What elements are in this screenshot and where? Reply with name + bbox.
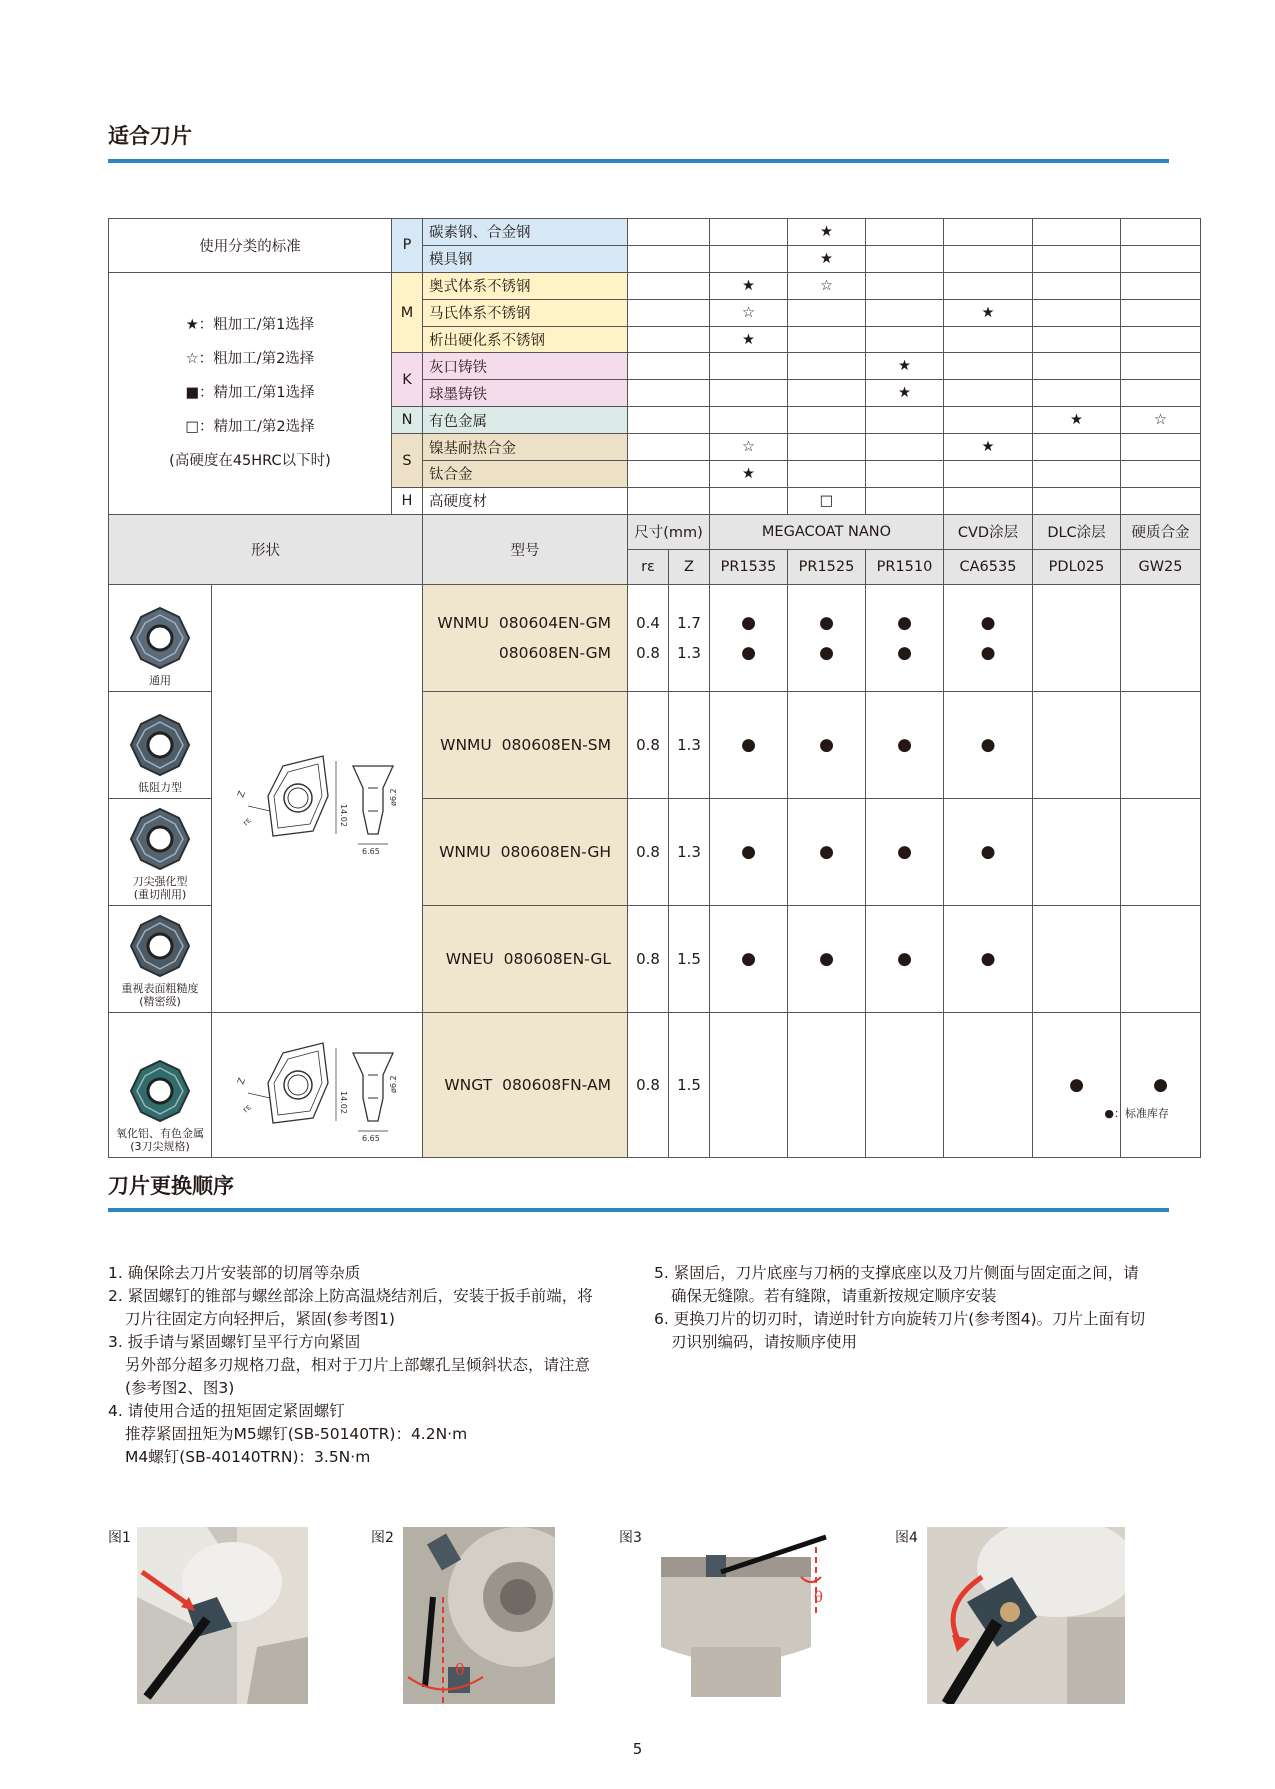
grade-ca6535: CA6535 xyxy=(944,549,1033,584)
stock-dot xyxy=(1121,837,1200,867)
stock-cell xyxy=(1033,691,1121,798)
model-line xyxy=(423,730,611,760)
recommendation-mark: ★ xyxy=(788,245,866,272)
recommendation-mark xyxy=(866,299,944,326)
model-line xyxy=(423,1070,611,1100)
dim-thickness: 6.65 xyxy=(362,847,380,857)
stock-cell xyxy=(710,905,788,1012)
material-name: 有色金属 xyxy=(423,407,628,434)
figure-1-photo xyxy=(137,1527,308,1704)
stock-cell xyxy=(866,1012,944,1157)
figure-2-photo xyxy=(403,1527,555,1704)
stock-cell xyxy=(710,1012,788,1157)
stock-cell xyxy=(1121,1012,1201,1157)
material-name: 灰口铸铁 xyxy=(423,353,628,380)
model-line xyxy=(423,638,611,668)
empty-cell xyxy=(628,487,710,514)
recommendation-mark: ★ xyxy=(944,434,1033,461)
figure-4-photo xyxy=(927,1527,1125,1704)
insert-drawing-cell xyxy=(212,584,423,1012)
recommendation-mark xyxy=(710,407,788,434)
stock-dot: ● xyxy=(980,841,996,862)
z-cell xyxy=(669,905,710,1012)
model-code: 080608EN-GL xyxy=(503,949,611,968)
section-title-replacement: 刀片更换顺序 xyxy=(108,1174,234,1198)
grade-pdl025: PDL025 xyxy=(1033,549,1121,584)
recommendation-mark xyxy=(866,219,944,246)
recommendation-mark xyxy=(788,353,866,380)
stock-dot: ● xyxy=(897,612,912,633)
figure-label: 图2 xyxy=(371,1530,394,1546)
stock-dot: ● xyxy=(819,612,834,633)
recommendation-mark xyxy=(788,407,866,434)
insert-caption: 通用 xyxy=(149,673,171,687)
model-line xyxy=(423,837,611,867)
empty-cell xyxy=(628,245,710,272)
z-value: 1.3 xyxy=(677,643,701,662)
step-text: 刃识别编码，请按顺序使用 xyxy=(671,1333,858,1351)
recommendation-mark xyxy=(1033,299,1121,326)
material-name: 马氏体系不锈钢 xyxy=(423,299,628,326)
stock-dot: ● xyxy=(819,642,834,663)
recommendation-mark: ★ xyxy=(944,299,1033,326)
insert-caption: 重视表面粗糙度 (精密级) xyxy=(121,981,199,1008)
header-re: rε xyxy=(628,549,669,584)
dim-width: 14.02 xyxy=(339,804,348,828)
recommendation-mark: ★ xyxy=(866,380,944,407)
stock-dot: ● xyxy=(1153,1074,1168,1095)
stock-dot xyxy=(1121,944,1200,974)
model-code: 080608FN-AM xyxy=(502,1075,611,1094)
model-code: 080608EN-GH xyxy=(500,842,611,861)
recommendation-mark xyxy=(866,326,944,353)
dim-z: Z xyxy=(236,790,248,800)
recommendation-mark: ☆ xyxy=(710,299,788,326)
stock-dot: ● xyxy=(1069,1074,1084,1095)
step-text: 刀片往固定方向轻押后，紧固(参考图1) xyxy=(125,1310,395,1328)
steps-right xyxy=(654,1262,1174,1354)
z-cell xyxy=(669,584,710,691)
re-value: 0.4 xyxy=(636,613,660,632)
recommendation-mark xyxy=(1121,434,1201,461)
stock-dot: ● xyxy=(980,948,996,969)
recommendation-mark xyxy=(1033,326,1121,353)
section-title-inserts: 适合刀片 xyxy=(108,124,192,148)
model-prefix: WNMU xyxy=(437,613,490,632)
stock-dot xyxy=(1033,638,1120,668)
z-cell xyxy=(669,798,710,905)
empty-cell xyxy=(628,434,710,461)
recommendation-mark: ☆ xyxy=(710,434,788,461)
dim-re: rε xyxy=(241,1102,253,1115)
stock-cell xyxy=(944,905,1033,1012)
recommendation-mark xyxy=(944,272,1033,299)
stock-cell xyxy=(1121,905,1201,1012)
stock-dot xyxy=(1121,730,1200,760)
stock-dot: ● xyxy=(897,841,912,862)
empty-cell xyxy=(628,353,710,380)
recommendation-mark: ★ xyxy=(710,326,788,353)
model-cell xyxy=(423,905,628,1012)
figure-label: 图1 xyxy=(108,1530,131,1546)
stock-cell xyxy=(1121,798,1201,905)
re-value: 0.8 xyxy=(636,949,660,968)
recommendation-mark xyxy=(944,461,1033,488)
recommendation-mark xyxy=(710,487,788,514)
recommendation-mark xyxy=(944,487,1033,514)
recommendation-mark xyxy=(1121,272,1201,299)
recommendation-mark xyxy=(1033,487,1121,514)
recommendation-mark xyxy=(1121,245,1201,272)
model-line xyxy=(423,944,611,974)
stock-dot: ● xyxy=(741,642,756,663)
recommendation-mark xyxy=(788,434,866,461)
recommendation-mark xyxy=(1033,272,1121,299)
stock-cell xyxy=(788,798,866,905)
insert-photo-icon xyxy=(127,806,193,872)
header-cvd: CVD涂层 xyxy=(944,514,1033,549)
empty-cell xyxy=(628,461,710,488)
stock-cell xyxy=(1033,584,1121,691)
stock-dot: ● xyxy=(980,734,996,755)
iso-group-K: K xyxy=(392,353,423,407)
recommendation-mark xyxy=(1121,380,1201,407)
recommendation-mark xyxy=(1121,219,1201,246)
figure-label: 图3 xyxy=(619,1530,642,1546)
insert-photo-icon xyxy=(127,605,193,671)
stock-cell xyxy=(788,905,866,1012)
stock-dot xyxy=(710,1070,787,1100)
header-size: 尺寸(mm) xyxy=(628,514,710,549)
section-rule xyxy=(108,1208,1169,1212)
re-value: 0.8 xyxy=(636,643,660,662)
iso-group-H: H xyxy=(392,487,423,514)
recommendation-mark xyxy=(866,272,944,299)
recommendation-mark xyxy=(866,245,944,272)
recommendation-mark xyxy=(866,461,944,488)
empty-cell xyxy=(628,272,710,299)
recommendation-mark: ★ xyxy=(710,461,788,488)
insert-photo-icon xyxy=(127,712,193,778)
recommendation-mark xyxy=(1121,487,1201,514)
model-code: 080604EN-GM xyxy=(498,613,611,632)
steps-left xyxy=(108,1262,628,1469)
iso-group-S: S xyxy=(392,434,423,488)
step-text: 确保无缝隙。若有缝隙，请重新按规定顺序安装 xyxy=(671,1287,997,1305)
stock-cell xyxy=(866,798,944,905)
model-prefix: WNMU xyxy=(439,842,491,861)
header-z: Z xyxy=(669,549,710,584)
insert-shape-cell xyxy=(109,1012,212,1157)
insert-drawing-icon xyxy=(228,726,406,866)
step-text: (参考图2、图3) xyxy=(125,1379,235,1397)
material-name: 析出硬化系不锈钢 xyxy=(423,326,628,353)
recommendation-mark xyxy=(788,326,866,353)
stock-dot: ● xyxy=(741,841,756,862)
z-value: 1.5 xyxy=(677,949,701,968)
stock-cell xyxy=(710,691,788,798)
model-cell xyxy=(423,798,628,905)
stock-note: ●：标准库存 xyxy=(1104,1107,1169,1120)
recommendation-mark xyxy=(944,326,1033,353)
empty-cell xyxy=(628,299,710,326)
model-code: 080608EN-SM xyxy=(501,735,611,754)
recommendation-mark xyxy=(944,407,1033,434)
model-line xyxy=(423,608,611,638)
stock-cell xyxy=(1121,691,1201,798)
recommendation-mark xyxy=(944,219,1033,246)
z-value: 1.3 xyxy=(677,842,701,861)
stock-cell xyxy=(944,691,1033,798)
recommendation-mark xyxy=(788,380,866,407)
re-cell xyxy=(628,584,669,691)
dim-diameter: ø6.2 xyxy=(389,1075,398,1093)
model-cell xyxy=(423,1012,628,1157)
step-text: 5. 紧固后，刀片底座与刀柄的支撑底座以及刀片侧面与固定面之间，请 xyxy=(654,1264,1139,1282)
recommendation-mark: ★ xyxy=(788,219,866,246)
stock-cell xyxy=(866,584,944,691)
material-name: 球墨铸铁 xyxy=(423,380,628,407)
stock-cell xyxy=(788,691,866,798)
step-text: 4. 请使用合适的扭矩固定紧固螺钉 xyxy=(108,1402,345,1420)
step-text: 1. 确保除去刀片安装部的切屑等杂质 xyxy=(108,1264,361,1282)
stock-dot: ● xyxy=(897,734,912,755)
re-cell xyxy=(628,1012,669,1157)
dim-thickness: 6.65 xyxy=(362,1133,380,1143)
insert-photo-icon xyxy=(127,913,193,979)
stock-cell xyxy=(944,1012,1033,1157)
recommendation-mark xyxy=(710,353,788,380)
material-name: 奥式体系不锈钢 xyxy=(423,272,628,299)
material-name: 碳素钢、合金钢 xyxy=(423,219,628,246)
recommendation-mark: ★ xyxy=(710,272,788,299)
recommendation-mark xyxy=(1121,461,1201,488)
recommendation-mark: ★ xyxy=(1033,407,1121,434)
stock-dot xyxy=(788,1070,865,1100)
step-text: 2. 紧固螺钉的锥部与螺丝部涂上防高温烧结剂后，安装于扳手前端，将 xyxy=(108,1287,593,1305)
recommendation-mark xyxy=(1121,353,1201,380)
page-number: 5 xyxy=(632,1740,643,1758)
stock-cell xyxy=(788,584,866,691)
dim-z: Z xyxy=(236,1076,248,1086)
dim-width: 14.02 xyxy=(339,1090,348,1114)
material-name: 模具钢 xyxy=(423,245,628,272)
model-cell xyxy=(423,691,628,798)
z-value: 1.7 xyxy=(677,613,701,632)
dim-diameter: ø6.2 xyxy=(389,788,398,807)
recommendation-mark xyxy=(710,245,788,272)
stock-cell xyxy=(788,1012,866,1157)
recommendation-mark xyxy=(944,245,1033,272)
grade-gw25: GW25 xyxy=(1121,549,1201,584)
model-prefix: WNGT xyxy=(444,1075,493,1094)
stock-dot: ● xyxy=(741,734,756,755)
stock-dot: ● xyxy=(819,841,834,862)
recommendation-mark xyxy=(944,380,1033,407)
legend-item: □：精加工/第2选择 xyxy=(185,419,315,436)
insert-shape-cell xyxy=(109,691,212,798)
insert-shape-cell xyxy=(109,905,212,1012)
insert-caption: 低阻力型 xyxy=(138,780,182,794)
stock-cell xyxy=(710,798,788,905)
insert-photo-icon xyxy=(127,1058,193,1124)
stock-dot: ● xyxy=(980,642,996,663)
re-value: 0.8 xyxy=(636,1075,660,1094)
model-prefix: WNEU xyxy=(445,949,494,968)
step-text: 推荐紧固扭矩为M5螺钉(SB-50140TR)：4.2N·m xyxy=(125,1425,468,1443)
theta-label: θ xyxy=(814,1588,824,1606)
stock-cell xyxy=(866,905,944,1012)
legend-item: ★：粗加工/第1选择 xyxy=(185,317,315,334)
legend-item: ☆：粗加工/第2选择 xyxy=(185,351,315,368)
recommendation-mark xyxy=(1121,326,1201,353)
stock-dot xyxy=(944,1070,1032,1100)
stock-dot: ● xyxy=(897,948,912,969)
recommendation-mark xyxy=(1033,434,1121,461)
stock-dot: ● xyxy=(897,642,912,663)
stock-cell xyxy=(710,584,788,691)
recommendation-mark xyxy=(1033,380,1121,407)
stock-cell xyxy=(1033,1012,1121,1157)
recommendation-mark xyxy=(1121,299,1201,326)
material-name: 钛合金 xyxy=(423,461,628,488)
header-carbide: 硬质合金 xyxy=(1121,514,1201,549)
recommendation-mark: □ xyxy=(788,487,866,514)
step-text: 另外部分超多刃规格刀盘，相对于刀片上部螺孔呈倾斜状态，请注意 xyxy=(125,1356,591,1374)
iso-group-P: P xyxy=(392,219,423,273)
stock-cell xyxy=(1033,798,1121,905)
insert-caption: 刀尖强化型 (重切削用) xyxy=(132,874,188,901)
grade-pr1535: PR1535 xyxy=(710,549,788,584)
insert-drawing-icon xyxy=(228,1013,406,1153)
re-cell xyxy=(628,691,669,798)
stock-dot xyxy=(1121,638,1200,668)
z-cell xyxy=(669,1012,710,1157)
recommendation-mark: ☆ xyxy=(1121,407,1201,434)
insert-shape-cell xyxy=(109,584,212,691)
mark-legend xyxy=(109,272,392,514)
empty-cell xyxy=(628,326,710,353)
empty-cell xyxy=(628,380,710,407)
stock-cell xyxy=(944,798,1033,905)
z-value: 1.5 xyxy=(677,1075,701,1094)
stock-dot xyxy=(1033,944,1120,974)
recommendation-mark xyxy=(788,299,866,326)
figure-3-photo xyxy=(651,1527,831,1704)
insert-shape-cell xyxy=(109,798,212,905)
z-value: 1.3 xyxy=(677,735,701,754)
recommendation-mark xyxy=(1033,219,1121,246)
empty-cell xyxy=(628,407,710,434)
recommendation-mark xyxy=(866,407,944,434)
legend-item: ■：精加工/第1选择 xyxy=(185,385,315,402)
recommendation-mark xyxy=(788,461,866,488)
iso-group-M: M xyxy=(392,272,423,353)
stock-dot xyxy=(1033,837,1120,867)
z-cell xyxy=(669,691,710,798)
stock-dot: ● xyxy=(819,734,834,755)
step-text: 3. 扳手请与紧固螺钉呈平行方向紧固 xyxy=(108,1333,361,1351)
empty-cell xyxy=(628,219,710,246)
stock-dot: ● xyxy=(741,612,756,633)
stock-cell xyxy=(1121,584,1201,691)
re-cell xyxy=(628,798,669,905)
stock-cell xyxy=(866,691,944,798)
recommendation-mark: ★ xyxy=(866,353,944,380)
header-model: 型号 xyxy=(423,514,628,584)
recommendation-mark xyxy=(866,487,944,514)
material-name: 镍基耐热合金 xyxy=(423,434,628,461)
iso-group-N: N xyxy=(392,407,423,434)
re-value: 0.8 xyxy=(636,842,660,861)
stock-dot: ● xyxy=(819,948,834,969)
stock-dot xyxy=(1121,608,1200,638)
stock-dot: ● xyxy=(741,948,756,969)
dim-re: rε xyxy=(241,815,253,828)
header-shape: 形状 xyxy=(109,514,423,584)
section-rule xyxy=(108,159,1169,163)
model-cell xyxy=(423,584,628,691)
grade-pr1510: PR1510 xyxy=(866,549,944,584)
header-dlc: DLC涂层 xyxy=(1033,514,1121,549)
stock-cell xyxy=(1033,905,1121,1012)
recommendation-mark xyxy=(866,434,944,461)
stock-dot xyxy=(1033,608,1120,638)
theta-label: θ xyxy=(455,1660,465,1679)
insert-caption: 氧化铝、有色金属 (3刀尖规格) xyxy=(116,1126,204,1153)
step-text: 6. 更换刀片的切刃时，请逆时针方向旋转刀片(参考图4)。刀片上面有切 xyxy=(654,1310,1146,1328)
recommendation-mark xyxy=(1033,461,1121,488)
recommendation-mark xyxy=(944,353,1033,380)
step-text: M4螺钉(SB-40140TRN)：3.5N·m xyxy=(125,1448,371,1466)
recommendation-mark: ☆ xyxy=(788,272,866,299)
recommendation-mark xyxy=(710,380,788,407)
header-megacoat: MEGACOAT NANO xyxy=(710,514,944,549)
stock-cell xyxy=(944,584,1033,691)
stock-dot xyxy=(1033,730,1120,760)
criteria-label: 使用分类的标准 xyxy=(109,219,392,273)
recommendation-mark xyxy=(710,219,788,246)
legend-item: (高硬度在45HRC以下时) xyxy=(169,453,331,470)
re-cell xyxy=(628,905,669,1012)
re-value: 0.8 xyxy=(636,735,660,754)
insert-grade-table xyxy=(108,218,1201,1158)
insert-drawing-cell xyxy=(212,1012,423,1157)
stock-dot xyxy=(866,1070,943,1100)
recommendation-mark xyxy=(1033,245,1121,272)
model-prefix xyxy=(484,644,489,662)
figure-label: 图4 xyxy=(895,1530,918,1546)
model-code: 080608EN-GM xyxy=(498,643,611,662)
recommendation-mark xyxy=(1033,353,1121,380)
stock-dot: ● xyxy=(980,612,996,633)
material-name: 高硬度材 xyxy=(423,487,628,514)
model-prefix: WNMU xyxy=(440,735,492,754)
grade-pr1525: PR1525 xyxy=(788,549,866,584)
